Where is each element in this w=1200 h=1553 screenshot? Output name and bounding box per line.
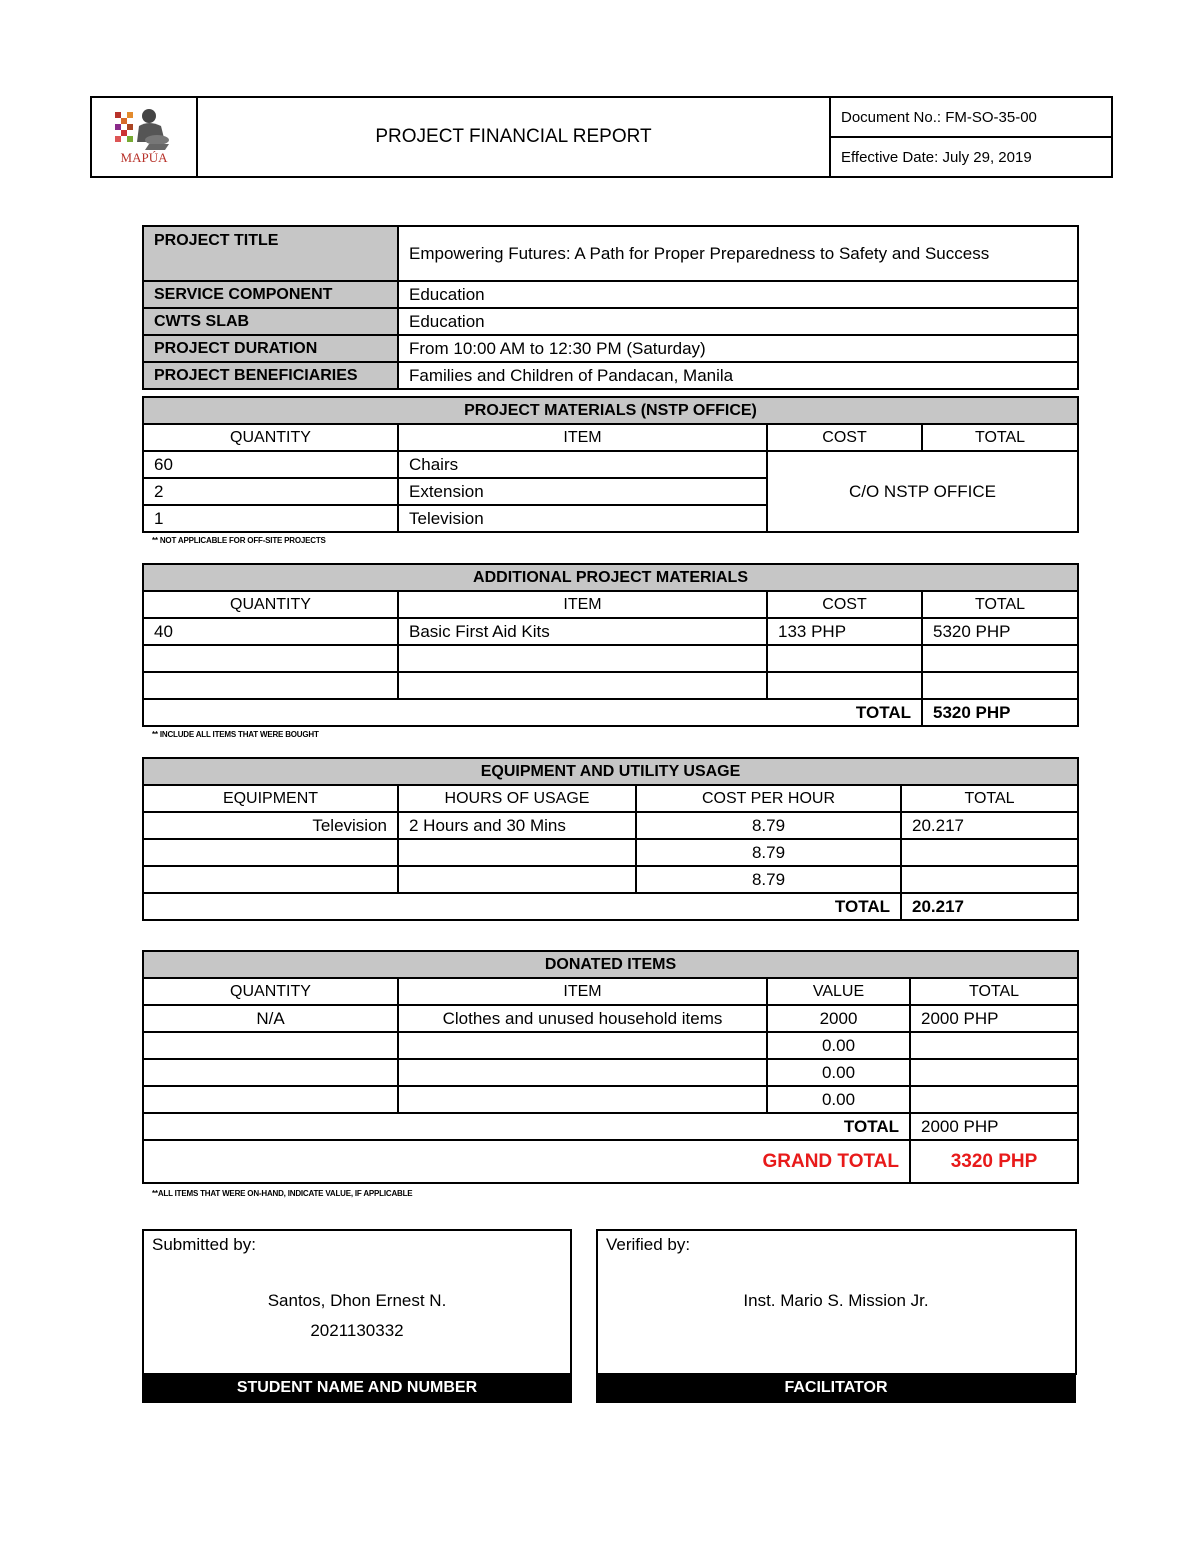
table-row [143, 812, 1078, 839]
cost-cell: 8.79 [636, 866, 901, 893]
project-title-label: PROJECT TITLE [143, 226, 398, 281]
table-row [143, 893, 1078, 920]
total-cell [901, 866, 1078, 893]
table-row [143, 335, 1078, 362]
equipment-cell: Television [143, 812, 398, 839]
nstp-heading: PROJECT MATERIALS (NSTP OFFICE) [143, 397, 1078, 424]
table-row [143, 226, 1078, 281]
nstp-footnote: ** NOT APPLICABLE FOR OFF-SITE PROJECTS [152, 536, 326, 545]
equipment-cell [143, 866, 398, 893]
column-header: QUANTITY [143, 978, 398, 1005]
total-value: 2000 PHP [910, 1113, 1078, 1140]
service-component-label: SERVICE COMPONENT [143, 281, 398, 308]
item-cell: Extension [398, 478, 767, 505]
column-header: ITEM [398, 424, 767, 451]
column-header: EQUIPMENT [143, 785, 398, 812]
cwts-slab-label: CWTS SLAB [143, 308, 398, 335]
verified-by-label: Verified by: [606, 1235, 691, 1254]
facilitator-name: Inst. Mario S. Mission Jr. [743, 1291, 929, 1310]
item-cell [398, 1086, 767, 1113]
table-row [143, 1140, 1078, 1183]
qty-cell: N/A [143, 1005, 398, 1032]
qty-cell: 1 [143, 505, 398, 532]
donated-heading: DONATED ITEMS [143, 951, 1078, 978]
total-label: TOTAL [143, 893, 901, 920]
column-header: TOTAL [922, 591, 1078, 618]
item-cell: Television [398, 505, 767, 532]
additional-heading: ADDITIONAL PROJECT MATERIALS [143, 564, 1078, 591]
total-value: 20.217 [901, 893, 1078, 920]
item-cell: Clothes and unused household items [398, 1005, 767, 1032]
table-row [143, 451, 1078, 478]
hours-cell [398, 839, 636, 866]
mapua-logo-icon [109, 102, 179, 168]
hours-cell: 2 Hours and 30 Mins [398, 812, 636, 839]
student-name: Santos, Dhon Ernest N. [267, 1291, 447, 1310]
value-cell: 0.00 [767, 1032, 910, 1059]
item-cell [398, 672, 767, 699]
verified-by-box [596, 1229, 1076, 1403]
total-cell: 20.217 [901, 812, 1078, 839]
table-row [143, 699, 1078, 726]
table-row [143, 362, 1078, 389]
qty-cell: 2 [143, 478, 398, 505]
table-row [143, 281, 1078, 308]
total-cell: 2000 PHP [910, 1005, 1078, 1032]
cost-cell: 8.79 [636, 812, 901, 839]
item-cell: Chairs [398, 451, 767, 478]
item-cell [398, 1059, 767, 1086]
table-row [143, 866, 1078, 893]
submitted-by-box [142, 1229, 572, 1403]
item-cell: Basic First Aid Kits [398, 618, 767, 645]
additional-footnote: ** INCLUDE ALL ITEMS THAT WERE BOUGHT [152, 730, 319, 739]
total-cell [910, 1032, 1078, 1059]
page-title: PROJECT FINANCIAL REPORT [197, 97, 830, 177]
table-row [143, 839, 1078, 866]
cwts-slab-value: Education [398, 308, 1078, 335]
column-header: TOTAL [922, 424, 1078, 451]
column-header: HOURS OF USAGE [398, 785, 636, 812]
table-row [143, 1086, 1078, 1113]
total-cell [910, 1086, 1078, 1113]
beneficiaries-label: PROJECT BENEFICIARIES [143, 362, 398, 389]
project-info-table [142, 225, 1079, 390]
student-number: 2021130332 [310, 1321, 404, 1340]
total-label: TOTAL [143, 699, 922, 726]
table-row [143, 308, 1078, 335]
value-cell: 2000 [767, 1005, 910, 1032]
table-row [143, 645, 1078, 672]
total-label: TOTAL [143, 1113, 910, 1140]
document-number: Document No.: FM-SO-35-00 [830, 97, 1112, 137]
qty-cell: 40 [143, 618, 398, 645]
total-cell [922, 645, 1078, 672]
column-header: TOTAL [901, 785, 1078, 812]
table-row [143, 1113, 1078, 1140]
item-cell [398, 645, 767, 672]
table-row [143, 1059, 1078, 1086]
service-component-value: Education [398, 281, 1078, 308]
project-duration-value: From 10:00 AM to 12:30 PM (Saturday) [398, 335, 1078, 362]
additional-materials-table [142, 563, 1079, 727]
value-cell: 0.00 [767, 1059, 910, 1086]
equipment-cell [143, 839, 398, 866]
effective-date: Effective Date: July 29, 2019 [830, 137, 1112, 177]
column-header: TOTAL [910, 978, 1078, 1005]
project-duration-label: PROJECT DURATION [143, 335, 398, 362]
logo-cell [91, 97, 197, 177]
total-cell: 5320 PHP [922, 618, 1078, 645]
logo-text: MAPÚA [120, 149, 168, 165]
report-header [90, 96, 1113, 178]
cost-cell [767, 645, 922, 672]
qty-cell [143, 672, 398, 699]
total-value: 5320 PHP [922, 699, 1078, 726]
column-header: ITEM [398, 591, 767, 618]
column-header: QUANTITY [143, 424, 398, 451]
qty-cell [143, 1086, 398, 1113]
hours-cell [398, 866, 636, 893]
qty-cell: 60 [143, 451, 398, 478]
total-cell [922, 672, 1078, 699]
column-header: COST PER HOUR [636, 785, 901, 812]
table-row [143, 672, 1078, 699]
table-row [143, 618, 1078, 645]
column-header: COST [767, 591, 922, 618]
qty-cell [143, 1059, 398, 1086]
table-row [143, 1005, 1078, 1032]
student-footer: STUDENT NAME AND NUMBER [142, 1373, 572, 1403]
cost-cell [767, 672, 922, 699]
grand-total-label: GRAND TOTAL [143, 1140, 910, 1183]
donated-footnote: **ALL ITEMS THAT WERE ON-HAND, INDICATE VALUE, IF APPLICABLE [152, 1189, 413, 1198]
total-cell [901, 839, 1078, 866]
column-header: VALUE [767, 978, 910, 1005]
cost-cell: 133 PHP [767, 618, 922, 645]
column-header: QUANTITY [143, 591, 398, 618]
equipment-heading: EQUIPMENT AND UTILITY USAGE [143, 758, 1078, 785]
table-row [143, 1032, 1078, 1059]
cost-cell: 8.79 [636, 839, 901, 866]
nstp-cost-note: C/O NSTP OFFICE [767, 451, 1078, 532]
equipment-table [142, 757, 1079, 921]
column-header: COST [767, 424, 922, 451]
nstp-materials-table [142, 396, 1079, 533]
value-cell: 0.00 [767, 1086, 910, 1113]
item-cell [398, 1032, 767, 1059]
project-title-value: Empowering Futures: A Path for Proper Preparedness to Safety and Success [398, 226, 1078, 281]
column-header: ITEM [398, 978, 767, 1005]
total-cell [910, 1059, 1078, 1086]
qty-cell [143, 645, 398, 672]
qty-cell [143, 1032, 398, 1059]
donated-items-table [142, 950, 1079, 1184]
grand-total-value: 3320 PHP [910, 1140, 1078, 1183]
submitted-by-label: Submitted by: [152, 1235, 256, 1254]
facilitator-footer: FACILITATOR [596, 1373, 1076, 1403]
beneficiaries-value: Families and Children of Pandacan, Manila [398, 362, 1078, 389]
